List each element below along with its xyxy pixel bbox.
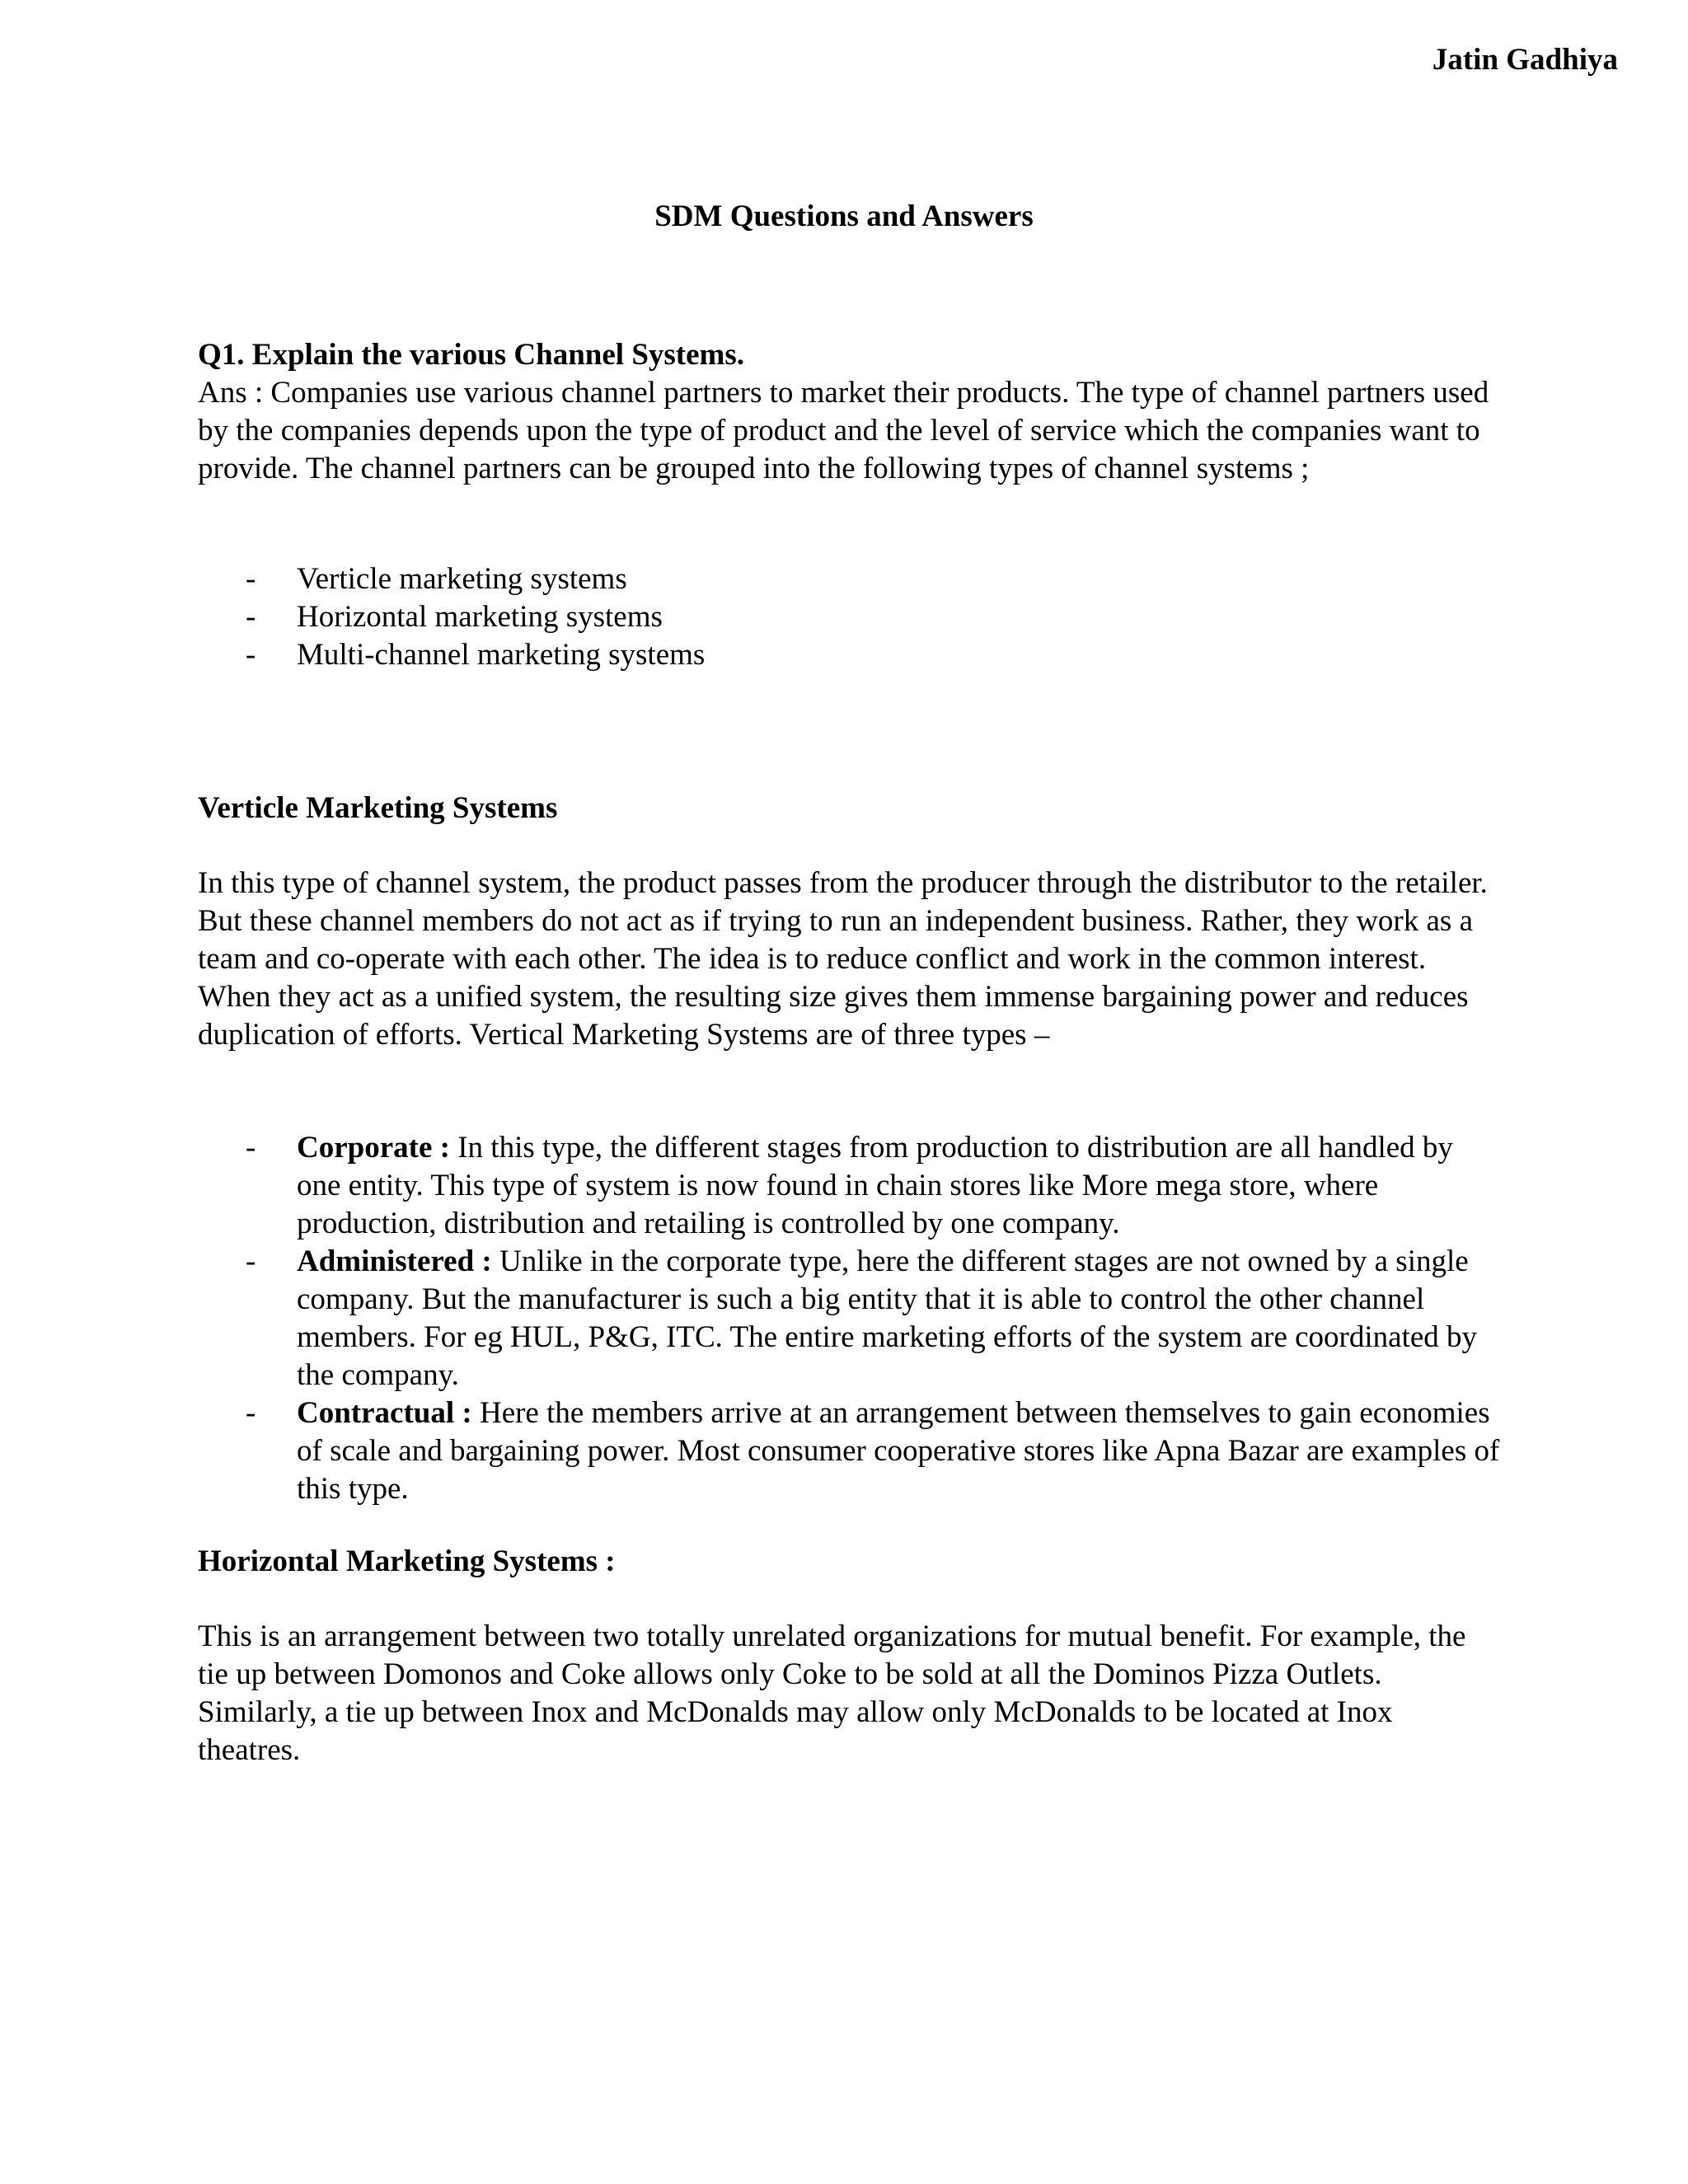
list-dash: - (246, 600, 256, 634)
list-item-text: Multi-channel marketing systems (297, 638, 706, 672)
list-item-term: Contractual : (297, 1396, 472, 1430)
author-name: Jatin Gadhiya (1432, 43, 1618, 77)
list-item (198, 636, 1500, 674)
vertical-types-list (198, 1129, 1500, 1508)
list-item-term: Corporate : (297, 1131, 450, 1165)
list-dash: - (246, 1396, 256, 1430)
channel-types-list-wrap (198, 560, 1500, 674)
horizontal-heading: Horizontal Marketing Systems : (198, 1544, 616, 1578)
vertical-types-list-wrap (198, 1129, 1500, 1508)
q1-section (198, 336, 1500, 488)
list-item (198, 598, 1500, 636)
list-item (198, 1129, 1500, 1243)
vertical-heading: Verticle Marketing Systems (198, 791, 558, 825)
q1-answer: Ans : Companies use various channel partners to market their products. The type of channel partners used by the companies depends upon the type of product and the level of service which the companies want to provide. The channel partners can be grouped into the following types of channel systems ; (198, 376, 1489, 485)
horizontal-paragraph: This is an arrangement between two totally unrelated organizations for mutual benefit. For example, the tie up between Domonos and Coke allows only Coke to be sold at all the Dominos Pizza Outlets. Similarly, a tie up between Inox and McDonalds may allow only McDonalds to be located at Inox theatres. (198, 1619, 1466, 1767)
list-item-text: Verticle marketing systems (297, 562, 627, 596)
list-dash: - (246, 1244, 256, 1278)
q1-question: Q1. Explain the various Channel Systems. (198, 338, 745, 372)
vertical-paragraph: In this type of channel system, the product passes from the producer through the distributor to the retailer. But these channel members do not act as if trying to run an independent business. Rather, they work as a team and co-operate with each other. The idea is to reduce conflict and work in the common interest. When they act as a unified system, the resulting size gives them immense bargaining power and reduces duplication of efforts. Vertical Marketing Systems are of three types – (198, 866, 1488, 1052)
list-item-text: In this type, the different stages from production to distribution are all handled by one entity. This type of system is now found in chain stores like More mega store, where production, distribution and retailing is controlled by one company. (297, 1131, 1453, 1240)
list-item-text: Here the members arrive at an arrangement between themselves to gain economies of scale and bargaining power. Most consumer cooperative stores like Apna Bazar are examples of this type. (297, 1396, 1500, 1506)
document-title: SDM Questions and Answers (654, 199, 1034, 233)
list-dash: - (246, 562, 256, 596)
list-item-text: Horizontal marketing systems (297, 600, 663, 634)
channel-types-list (198, 560, 1500, 674)
list-dash: - (246, 638, 256, 672)
list-item-text: Unlike in the corporate type, here the different stages are not owned by a single company. But the manufacturer is such a big entity that it is able to control the other channel members. For eg HUL, P&G, ITC. The entire marketing efforts of the system are coordinated by the company. (297, 1244, 1478, 1392)
list-item-term: Administered : (297, 1244, 492, 1278)
list-item (198, 1394, 1500, 1508)
list-item (198, 560, 1500, 598)
list-item (198, 1243, 1500, 1394)
list-dash: - (246, 1131, 256, 1165)
